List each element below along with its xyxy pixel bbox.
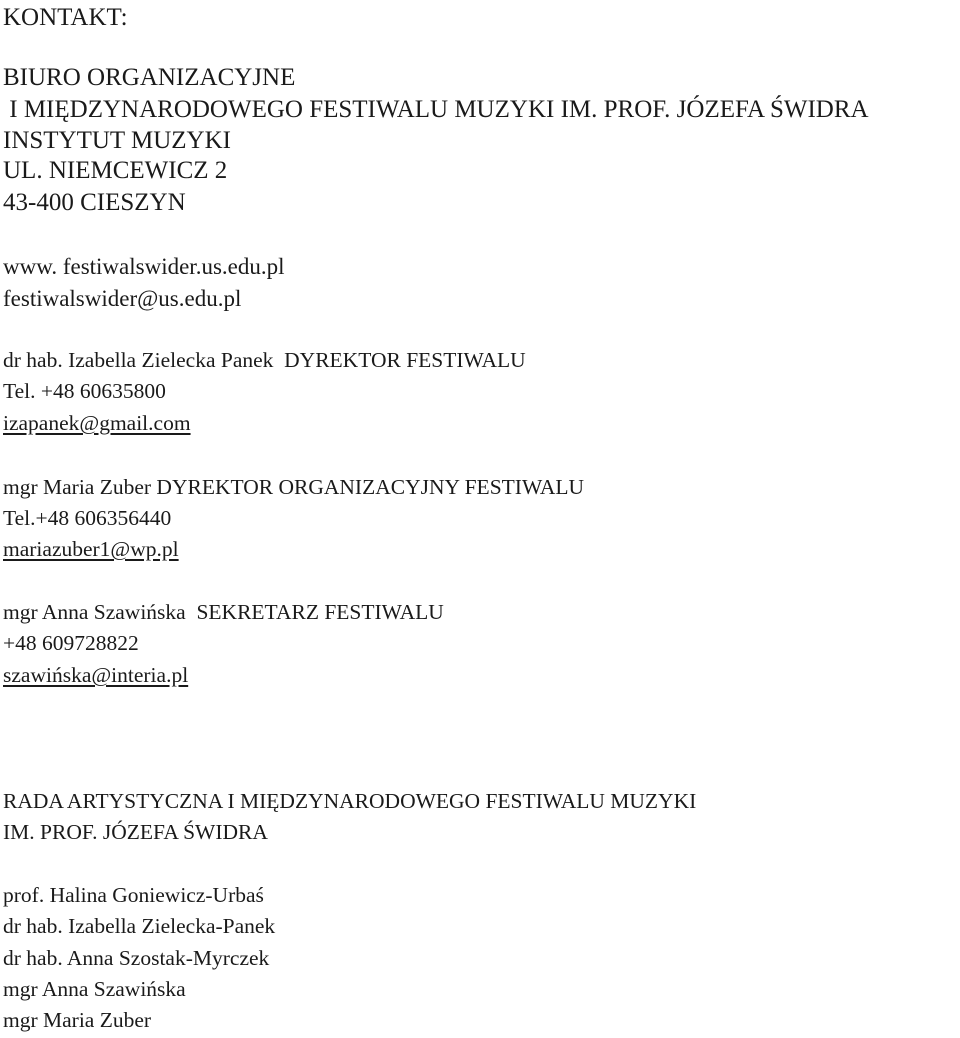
festival-website: www. festiwalswider.us.edu.pl (3, 254, 285, 279)
contact-secretary-role: mgr Anna Szawińska SEKRETARZ FESTIWALU (3, 600, 444, 624)
council-member: mgr Anna Szawińska (3, 977, 186, 1001)
council-member: dr hab. Izabella Zielecka-Panek (3, 914, 276, 938)
office-name-line2: I MIĘDZYNARODOWEGO FESTIWALU MUZYKI IM. PROF. JÓZEFA ŚWIDRA (3, 96, 869, 123)
contact-secretary-email-link[interactable]: szawińska@interia.pl (3, 663, 189, 687)
office-name-line1: BIURO ORGANIZACYJNE (3, 64, 296, 91)
contact-organizer-role: mgr Maria Zuber DYREKTOR ORGANIZACYJNY FESTIWALU (3, 475, 585, 499)
office-institute: INSTYTUT MUZYKI (3, 127, 231, 154)
council-member: dr hab. Anna Szostak-Myrczek (3, 946, 270, 970)
council-title-line1: RADA ARTYSTYCZNA I MIĘDZYNARODOWEGO FESTIWALU MUZYKI (3, 789, 697, 813)
council-title-line2: IM. PROF. JÓZEFA ŚWIDRA (3, 820, 268, 844)
office-street: UL. NIEMCEWICZ 2 (3, 157, 228, 184)
council-member: mgr Maria Zuber (3, 1008, 152, 1032)
contact-director-email-link[interactable]: izapanek@gmail.com (3, 411, 191, 435)
council-member: prof. Halina Goniewicz-Urbaś (3, 883, 264, 907)
contact-organizer-email-link[interactable]: mariazuber1@wp.pl (3, 537, 179, 561)
office-city: 43-400 CIESZYN (3, 189, 186, 216)
contact-secretary-phone: +48 609728822 (3, 631, 139, 655)
festival-email: festiwalswider@us.edu.pl (3, 286, 242, 311)
contact-organizer-phone: Tel.+48 606356440 (3, 506, 172, 530)
contact-director-phone: Tel. +48 60635800 (3, 379, 166, 403)
contact-heading: KONTAKT: (3, 4, 128, 31)
contact-director-role: dr hab. Izabella Zielecka Panek DYREKTOR FESTIWALU (3, 348, 526, 372)
